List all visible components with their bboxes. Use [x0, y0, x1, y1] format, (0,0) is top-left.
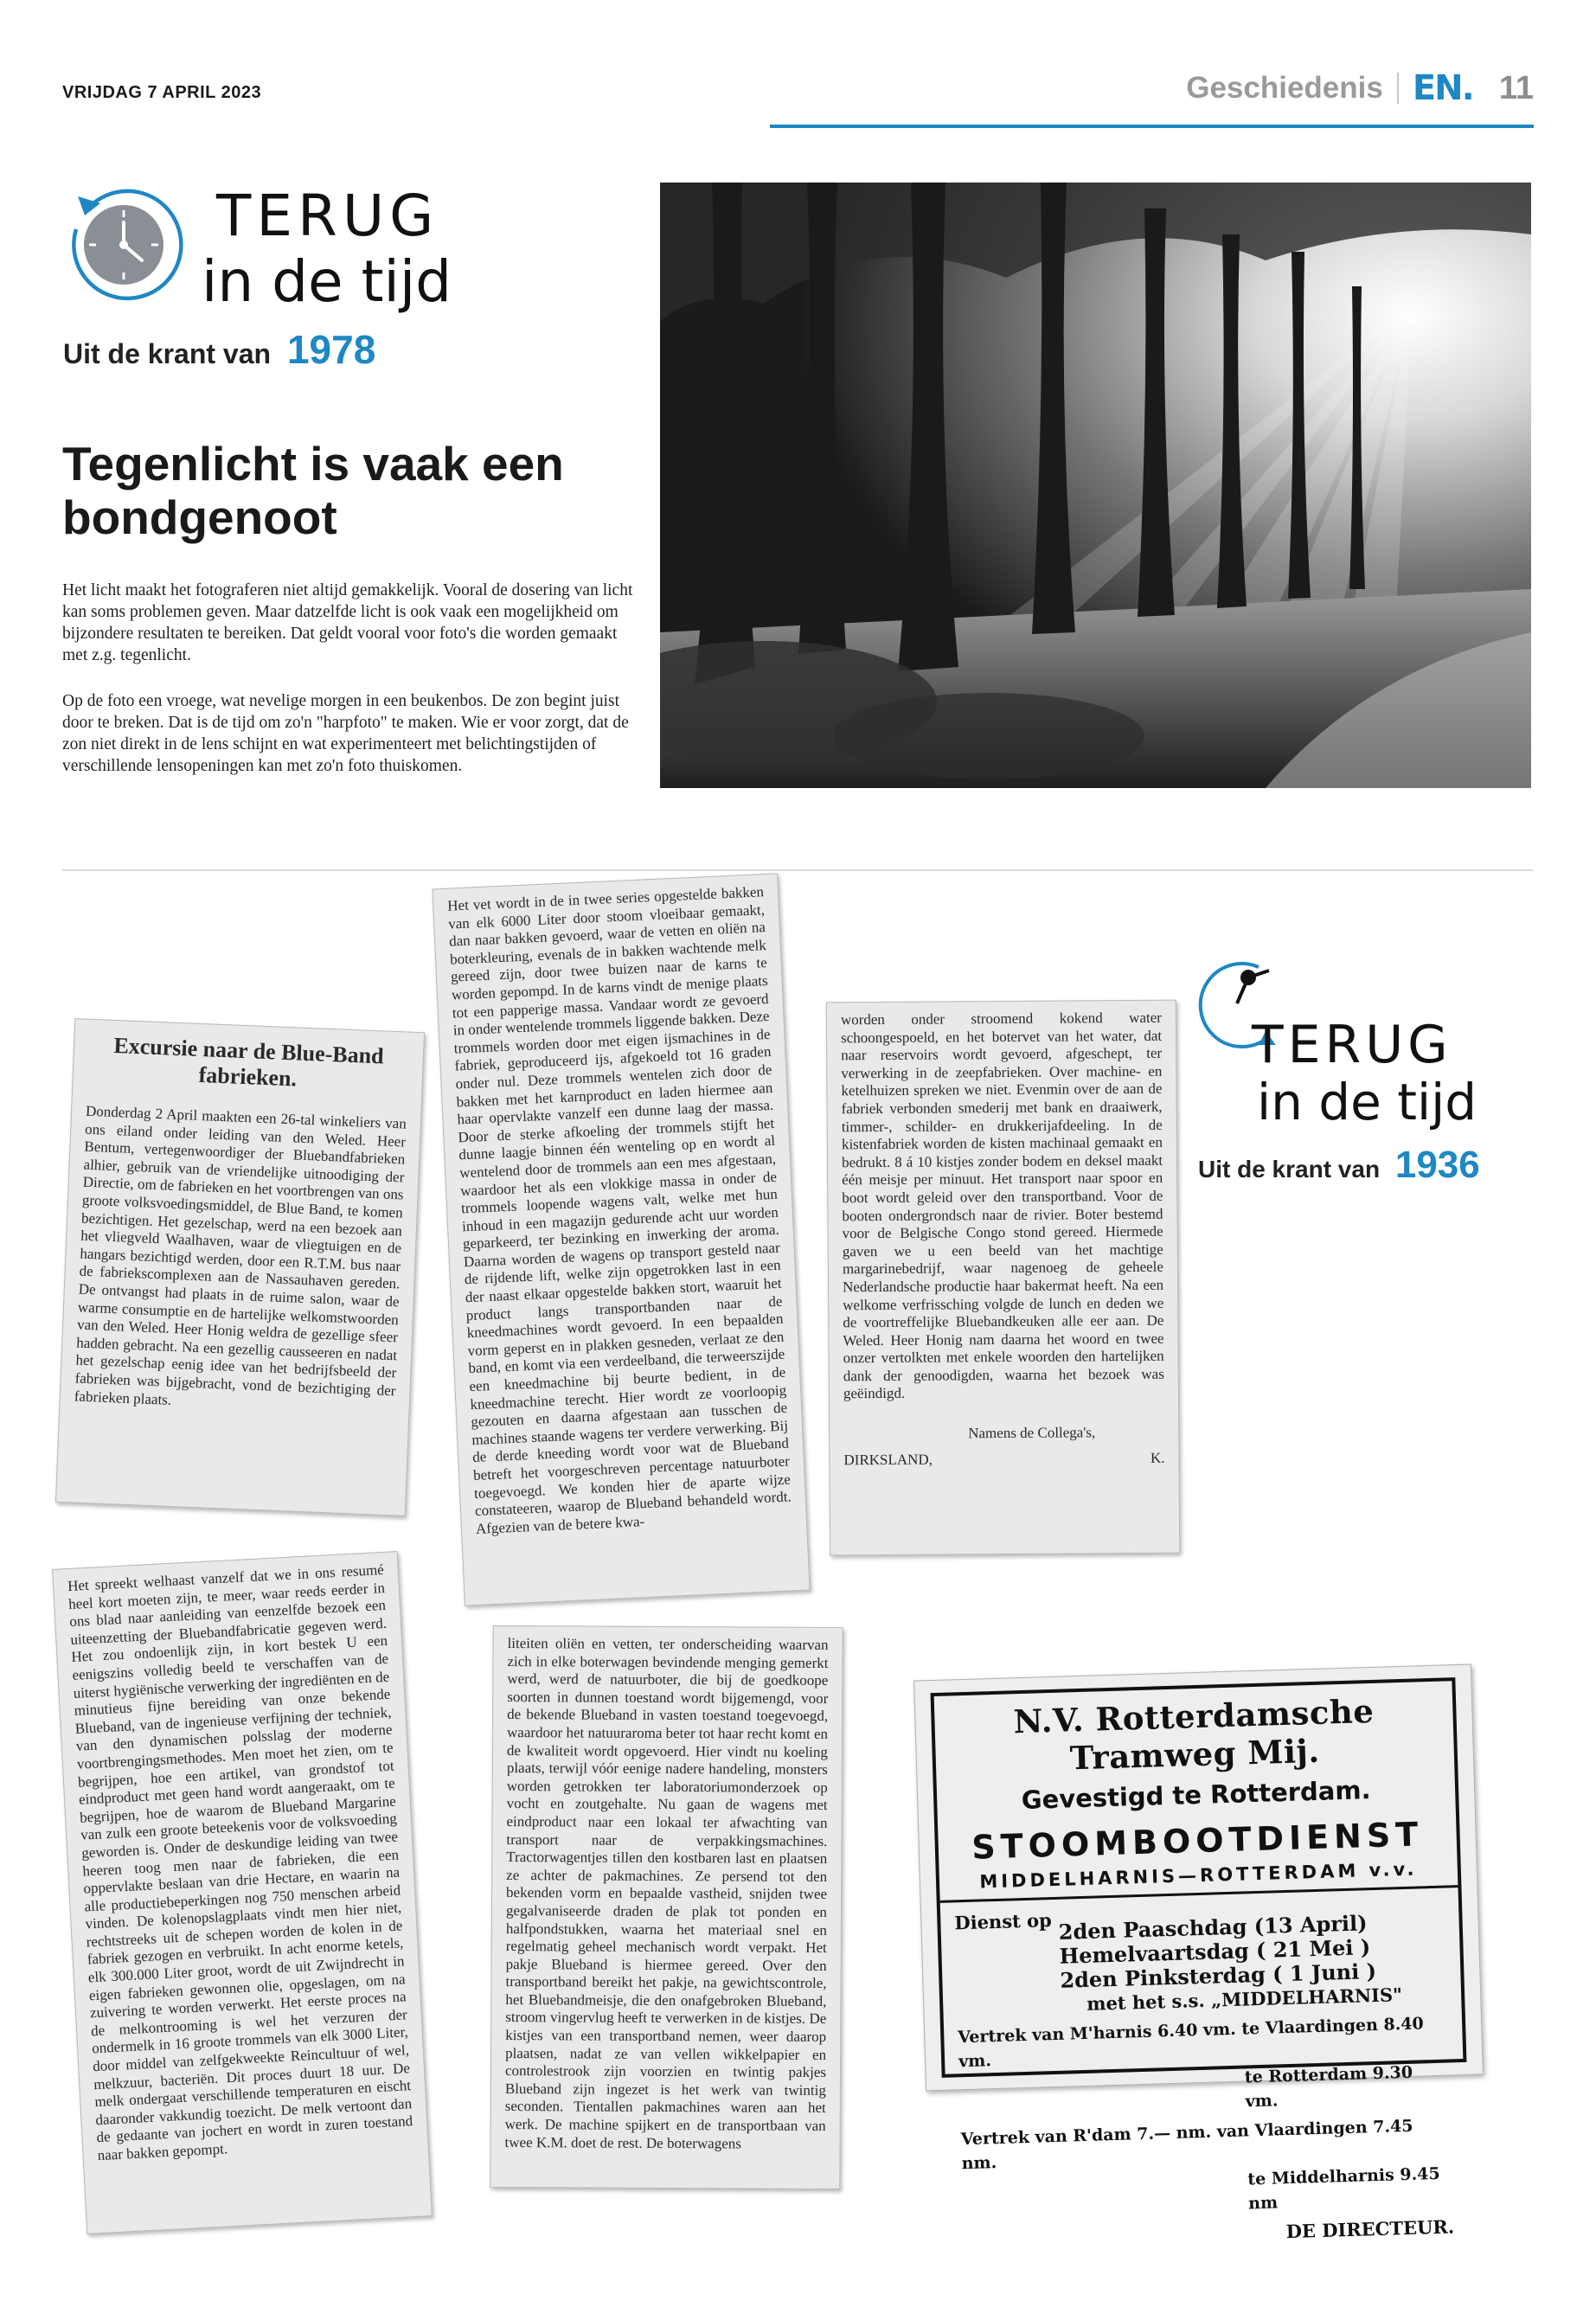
clipping-text: Het vet wordt in de in twee series opgestelde bakken van elk 6000 Liter door stoom vloeibaar gemaakt, dan naar bakken gevoerd, waar de vetten en oliën na boterkleuring, evenals de in bakken wachtende melk gereed zijn, door twee buizen naar de karns te worden gepompd. In de karns vindt de menige plaats tot een papperige massa. Vandaar wordt ze gevoerd in onder wentelende trommels liggende bakken. Deze trommels worden door met eigen ijsmachines in de fabriek, geproduceerd ijs, afgekoeld tot 16 graden onder nul. Deze trommels wentelen zich door de bakken met het karnproduct en laden hiermee aan haar opervlakte vanzelf een dunne laag der massa. Door de sterke afkoeling der trommels stijft het dunne laagje binnen één wenteling op en wordt al wentelend door de trommels aan een mes afgestaan, waardoor het als een vlokkige massa in onder de trommels loopende wagens valt, welke met hun inhoud in een magazijn gedurende acht uur worden geparkeerd, ter bezinking en inwerking der aroma. Daarna worden de wagens op transport gesteld naar de rijdende lift, welke zijn opgetrokken last in een der naast elkaar opgestelde bakken stort, waaruit het product langs transportbanden naar de kneedmachines wordt gevoerd. In een bepaalden vorm geperst en in plakken gesneden, verlaat ze den band, en komt via een verdeelband, die terweerszijde een kneedmachine bij beurte bedient, in de kneedmachine terecht. Hier wordt ze voorloopig gezouten en daarna afgestaan aan tusschen de machines staande wagens ter verdere verwerking. Bij de derde kneeding wordt voor wat de Blueband betreft het voorgeschreven percentage natuurboter toegevoegd. We konden hier de aparte wijze constateeren, waarop de Blueband behandeld wordt. Afgezien van de betere kwa-	[446, 883, 792, 1537]
ad-dates	[1058, 1911, 1376, 1993]
terug-in-de-tijd-badge-1978	[59, 177, 595, 376]
ad-arrival-2: te Middelharnis 9.45 nm	[1247, 2163, 1440, 2214]
ad-signature: DE DIRECTEUR.	[1285, 2215, 1455, 2243]
clipping-text: worden onder stroomend kokend water schoongespoeld, en het botervet van het water, dat naar reservoirs wordt gevoerd, afgeschept, ter verwerking in de zeepfabrieken. Over machine- en ketelhuizen spreken we niet. Evenmin over de aan de fabriek verbonden smederij met bank en draaiwerk, timmer-, schilder- en drukkerijafdeeling. In de kistenfabriek worden de kisten machinaal gemaakt en bedrukt. 8 á 10 kistjes zonder bodem en deksel maakt één meisje per minuut. Het transport naar spoor en boot wordt geleid over den transportband. Voor de booten ondergrondsch naar de rivier. Boter bestemd voor de Belgische Congo stond gereed. Hiermede gaven we u een beeld van het machtige margarinebedrijf, waar nagenoeg de geheele Nederlandsche productie haar bakermat heeft. Na een welkome verfrissching volgde de lunch en deden we de voortreffelijke Bluebandkeuken alle eer aan. De Weled. Heer Honig nam daarna het woord en twee onzer vertolkten met enkele woorden den hartelijken dank der genoodigden, waarna het bezoek was geëindigd.	[840, 1009, 1164, 1402]
ad-dienst-label: Dienst op	[954, 1909, 1053, 1934]
clipping-title: Excursie naar de Blue-Band fabrieken.	[112, 1032, 385, 1092]
ad-date: Hemelvaartsdag ( 21 Mei )	[1059, 1934, 1371, 1969]
terug-in-de-tijd-badge-1936	[1198, 952, 1535, 1211]
badge-subtitle: in de tijd	[1257, 1073, 1477, 1131]
clipping-excursie	[55, 1018, 425, 1516]
badge-year: 1978	[286, 327, 376, 372]
page-header-right	[1186, 69, 1534, 107]
ad-date: 2den Paaschdag (13 April)	[1058, 1910, 1368, 1945]
clipping-text: liteiten oliën en vetten, ter onderscheiding waarvan zich in elke boterwagen bevindende menging gemerkt werd, werd de natuurboter, die bij de goedkoope soorten in dunnen toestand wordt bijgemengd, voor de bekende Blueband in vasten toestand toegevoegd, waardoor het natuuraroma beter tot haar recht komt en de kwaliteit wordt opgevoerd. Hier vindt nu koeling plaats, terwijl vóór eenige nadere handeling, monsters worden getrokken ter laboratoriumonderzoek op vocht en zoutgehalte. Nu gaan de wagens met eindproduct naar een lokaal ter afwachting van transport naar de verpakkingsmachines. Tractorwagentjes tillen den kostbaren last en plaatsen ze achter de pakmachines. Ze persend tot den bekenden vorm en bepaalde vastheid, snijden twee gegalvaniseerde draden de plak tot ponden en halfpondstukken, waarna het materiaal snel en regelmatig geheel mechanisch wordt verpakt. Het pakje Blueband is hiermee gereed. Over den transportband bereikt het pakje, na gewichtscontrole, het Bluebandmeisje, die den onafgebroken Blueband, stroom vingervlug heeft te verwerken in de kistjes. De kistjes van een transportband nemen, weer daarop plaatsen, nadat ze van vellen wikkelpapier en controlestrook zijn voorzien en twintig pakjes Blueband zijn ingezet is het werk van twintig seconden. Tientallen pakmachines waren aan het werk. De machine spijkert en de transportbaan van twee K.M. doet de rest. De boterwagens	[504, 1635, 829, 2152]
clipping-text: Het spreekt welhaast vanzelf dat we in ons resumé heel kort moeten zijn, te meer, waar reeds eerder in ons blad naar aanleiding van eenzelfde bezoek een uiteenzetting der Bluebandfabricatie gegeven werd. Het zou ondoenlijk zijn, in kort bestek U een eenigszins volledig beeld te verschaffen van de uiterst hygiënische verwerking der ingrediënten en de minutieus fijne bereiding van onze bekende Blueband, van de ingenieuse verfijning der techniek, van den dynamischen polsslag der moderne voortbrengingsmethodes. Men moet het zien, om te begrijpen, hoe een artikel, van grondstof tot eindproduct met geen hand wordt aangeraakt, om te begrijpen, hoe de waarom de Blueband Margarine van zulk een groote beteekenis voor de volksvoeding geworden is. Onder de deskundige leiding van twee heeren toog men naar de fabrieken, die een oppervlakte beslaan van drie Hectare, en waarin na alle productiebeperkingen nog 750 menschen arbeid vinden. De kolenopslagplaats vindt men hier niet, rechtstreeks uit de schepen worden de kolen in de fabriek gezogen en verbruikt. In acht enorme ketels, elk 300.000 Liter groot, wordt de uit Zwijndrecht in eigen fabrieken gewonnen olie, opgeslagen, om na zuivering te worden verwerkt. Het eerste proces na de melkontrooming is wel het verzuren der ondermelk in 16 groote trommels van elk 3000 Liter, door middel van zelfgekweekte Reincultuur of wel, melkzuur, bacteriën. Dit proces duurt 18 uur. De melk ondergaat verschillende temperaturen en eischt daaronder vakkundig toezicht. De melk vertoont dan de gedaante van jochert en wordt in zuren toestand naar bakken gepompt.	[67, 1561, 413, 2164]
ad-departure-1: Vertrek van M'harnis 6.40 vm. te Vlaardingen 8.40 vm.	[958, 2014, 1425, 2072]
ad-company: N.V. Rotterdamsche Tramweg Mij.	[1013, 1691, 1375, 1778]
clipping-kwaliteiten	[490, 1625, 843, 2189]
newspaper-logo: EN.	[1412, 68, 1473, 108]
page-number: 11	[1498, 69, 1534, 106]
section-name: Geschiedenis	[1186, 71, 1383, 105]
ad-service: STOOMBOOTDIENST	[971, 1815, 1424, 1867]
badge-subtitle: in de tijd	[202, 248, 452, 315]
clipping-initial: K.	[1150, 1449, 1165, 1466]
section-divider	[62, 869, 1533, 871]
badge-from-label: Uit de krant van	[63, 338, 272, 369]
header-divider	[1397, 73, 1399, 104]
badge-from-line	[63, 326, 375, 373]
clipping-kistenfabriek	[826, 1000, 1180, 1556]
clock-rewind-icon	[59, 177, 189, 307]
article-paragraph: Op de foto een vroege, wat nevelige morgen in een beukenbos. De zon begint juist door te breken. Dat is de tijd om zo'n "harpfoto" te maken. Wie er voor zorgt, dat de zon niet direkt in de lens schijnt en wat experimenteert met belichtingstijden of verschillende lensopeningen kan met zo'n foto thuiskomen.	[62, 692, 629, 775]
header-rule	[770, 125, 1534, 128]
ad-seat: Gevestigd te Rotterdam.	[1021, 1775, 1372, 1816]
issue-date: VRIJDAG 7 APRIL 2023	[62, 83, 262, 102]
ad-ship: met het s.s. „MIDDELHARNIS"	[1086, 1984, 1403, 2015]
clipping-signoff	[843, 1450, 1164, 1470]
badge-title-terug: TERUG	[1252, 1015, 1452, 1075]
tramweg-advertisement	[913, 1664, 1484, 2243]
clipping-signature: Namens de Collega's,	[968, 1424, 1096, 1442]
clipping-place: DIRKSLAND,	[843, 1451, 933, 1469]
clipping-vetten	[432, 873, 810, 1606]
ad-route: MIDDELHARNIS—ROTTERDAM v.v.	[979, 1858, 1418, 1893]
ad-departure-2: Vertrek van R'dam 7.— nm. van Vlaardingen 7.45 nm.	[960, 2116, 1413, 2174]
ad-frame	[931, 1677, 1467, 2243]
clipping-text: Donderdag 2 April maakten een 26-tal winkeliers van ons eiland onder leiding van den Weled. Heer Bentum, vertegenwoordiger der Bluebandfabrieken alhier, gebruik van de vriendelijke uitnoodiging der Directie, om de fabrieken en het voortbrengen van ons groote volksvoedingsmiddel, de Blue Band, te komen bezichtigen. Het gezelschap, werd na een bezoek aan het vliegveld Waalhaven, waar de vliegtuigen en de hangars bezichtigd werden, door een R.T.M. bus naar de fabriekscomplexen aan de Nassauhaven gereden. De ontvangst had plaats in de ruime salon, waar de warme consumptie en de hartelijke welkomstwoorden van den Weled. Heer Honig weldra de gezellige sfeer hadden gebracht. Na een gezellig causseeren en nadat het gezelschap eenig idee van het bedrijfsbeeld der fabrieken was bijgebracht, vond de bezichtiging der fabrieken plaats.	[74, 1102, 407, 1408]
article-body	[62, 580, 642, 801]
badge-from-line	[1198, 1144, 1480, 1187]
ad-date: 2den Pinksterdag ( 1 Juni )	[1060, 1958, 1377, 1993]
badge-from-label: Uit de krant van	[1198, 1156, 1381, 1183]
article-headline: Tegenlicht is vaak een bondgenoot	[62, 437, 564, 544]
clipping-resume	[52, 1551, 433, 2234]
badge-year: 1936	[1394, 1144, 1480, 1186]
article-paragraph: Het licht maakt het fotograferen niet altijd gemakkelijk. Vooral de dosering van licht kan soms problemen geven. Maar datzelfde licht is ook vaak een mogelijkheid om bijzondere resultaten te bereiken. Dat geldt vooral voor foto's die worden gemaakt met z.g. tegenlicht.	[62, 581, 633, 664]
badge-title-terug: TERUG	[216, 183, 439, 249]
ad-dates-block	[954, 1897, 1447, 1997]
ad-arrival-1: te Rotterdam 9.30 vm.	[1244, 2062, 1413, 2112]
forest-backlight-photo	[660, 183, 1531, 788]
